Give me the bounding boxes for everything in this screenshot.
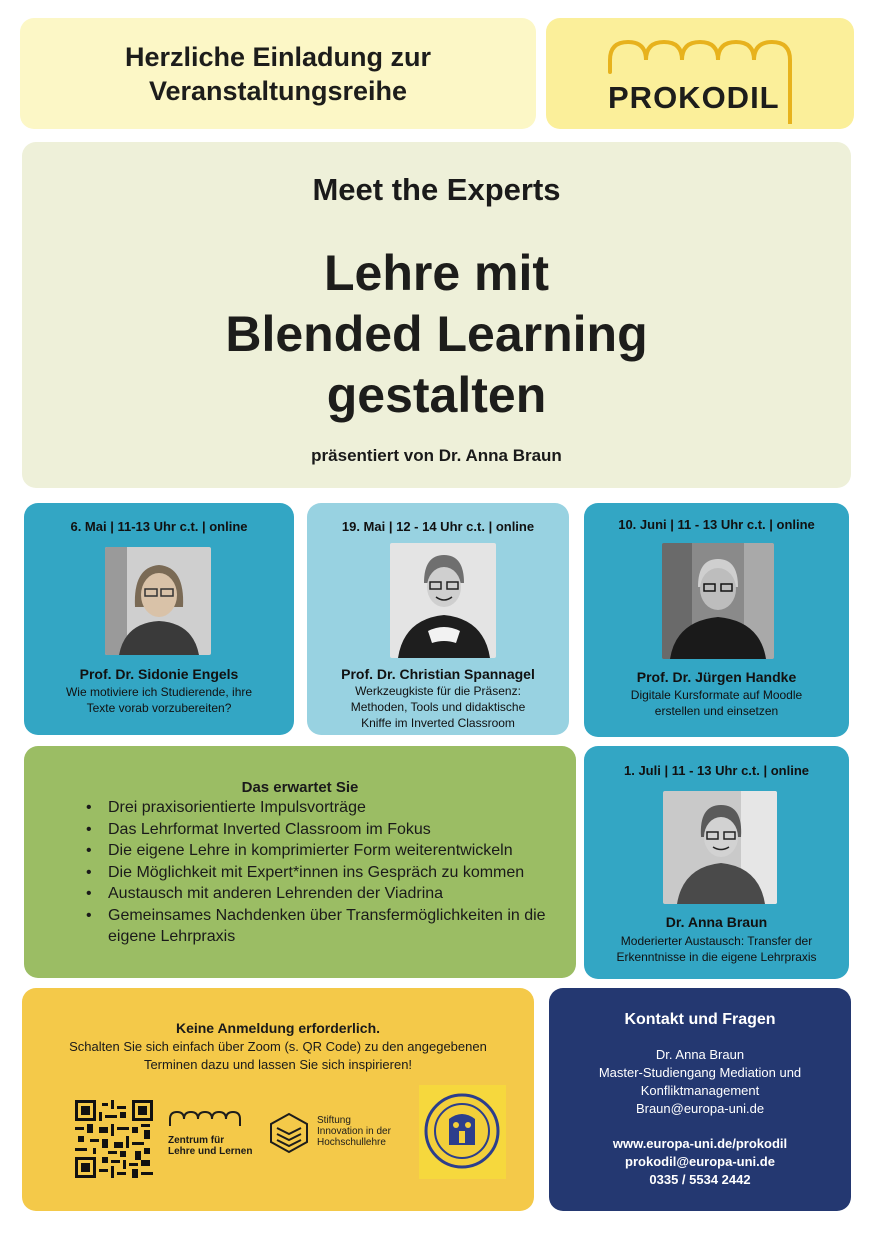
list-item: • Das Lehrformat Inverted Classroom im Fokus [86,819,556,841]
zentrum-wave-icon [168,1110,250,1128]
contact-links [559,1135,841,1189]
talk-topic: Digitale Kursformate auf Moodle erstellen und einsetzen [630,688,803,718]
speaker-name: Dr. Anna Braun [665,914,768,930]
talk-topic: Wie motiviere ich Studierende, ihre Texte vorab vorzubereiten? [65,685,253,715]
university-seal [419,1085,506,1179]
speaker-photo-engels [105,547,211,655]
contact-box [549,988,851,1211]
zentrum-logo: Zentrum für Lehre und Lernen [168,1110,258,1160]
prokodil-email-link[interactable]: prokodil@europa-uni.de [625,1154,775,1169]
expectations-box [24,746,576,978]
website-link[interactable]: www.europa-uni.de/prokodil [612,1136,788,1151]
list-item: • Austausch mit anderen Lehrenden der Viadrina [86,883,556,905]
speaker-name: Prof. Dr. Jürgen Handke [636,669,797,685]
stiftung-logo: Stiftung Innovation in der Hochschullehre [269,1112,419,1156]
talk-topic: Werkzeugkiste für die Präsenz: Methoden, Tools und didaktische Kniffe im Inverted Classroom [350,684,526,730]
speaker-name: Prof. Dr. Sidonie Engels [79,666,239,682]
list-item: • Gemeinsames Nachdenken über Transfermöglichkeiten in die eigene Lehrpraxis [86,905,556,948]
stiftung-cube-icon [269,1112,309,1154]
speaker-photo-braun [663,791,777,904]
phone-number[interactable]: 0335 / 5534 2442 [649,1172,751,1187]
event-title: Lehre mit Blended Learning gestalten [225,245,648,423]
speaker-name: Prof. Dr. Christian Spannagel [341,666,535,682]
expert-card-spannagel [307,503,569,735]
list-item: • Die eigene Lehre in komprimierter Form weiterentwickeln [86,840,556,862]
list-item: • Die Möglichkeit mit Expert*innen ins Gespräch zu kommen [86,862,556,884]
contact-title: Kontakt und Fragen [624,1011,776,1028]
prokodil-logo-box [546,18,854,129]
expectations-title: Das erwartet Sie [241,779,359,796]
expectations-list [86,797,556,948]
event-date: 1. Juli | 11 - 13 Uhr c.t. | online [624,763,809,778]
event-date: 19. Mai | 12 - 14 Uhr c.t. | online [341,519,535,534]
expert-card-engels [24,503,294,735]
invitation-box [20,18,536,129]
event-date: 10. Juni | 11 - 13 Uhr c.t. | online [618,517,815,532]
talk-topic: Moderierter Austausch: Transfer der Erkenntnisse in die eigene Lehrpraxis [616,934,817,964]
speaker-photo-spannagel [390,543,496,658]
expert-card-braun [584,746,849,979]
contact-details: Dr. Anna Braun Master-Studiengang Mediation und Konfliktmanagement Braun@europa-uni.de [559,1046,841,1118]
registration-box [22,988,534,1211]
invitation-heading: Herzliche Einladung zur Veranstaltungsreihe [124,41,432,106]
zoom-qr-code[interactable] [75,1100,153,1178]
contact-name: Dr. Anna Braun [655,1047,745,1062]
viadrina-seal-icon [419,1085,506,1179]
prokodil-wordmark: PROKODIL [608,80,780,115]
registration-title: Keine Anmeldung erforderlich. [175,1020,381,1036]
expert-card-handke [584,503,849,737]
event-date: 6. Mai | 11-13 Uhr c.t. | online [70,519,248,534]
registration-text: Schalten Sie sich einfach über Zoom (s. QR Code) zu den angegebenen Terminen dazu und lassen Sie sich inspirieren! [69,1039,487,1072]
contact-email-link[interactable]: Braun@europa-uni.de [635,1101,765,1116]
presenter-line: präsentiert von Dr. Anna Braun [311,446,562,465]
list-item: • Drei praxisorientierte Impulsvorträge [86,797,556,819]
speaker-photo-handke [662,543,774,659]
series-title: Meet the Experts [312,172,561,207]
